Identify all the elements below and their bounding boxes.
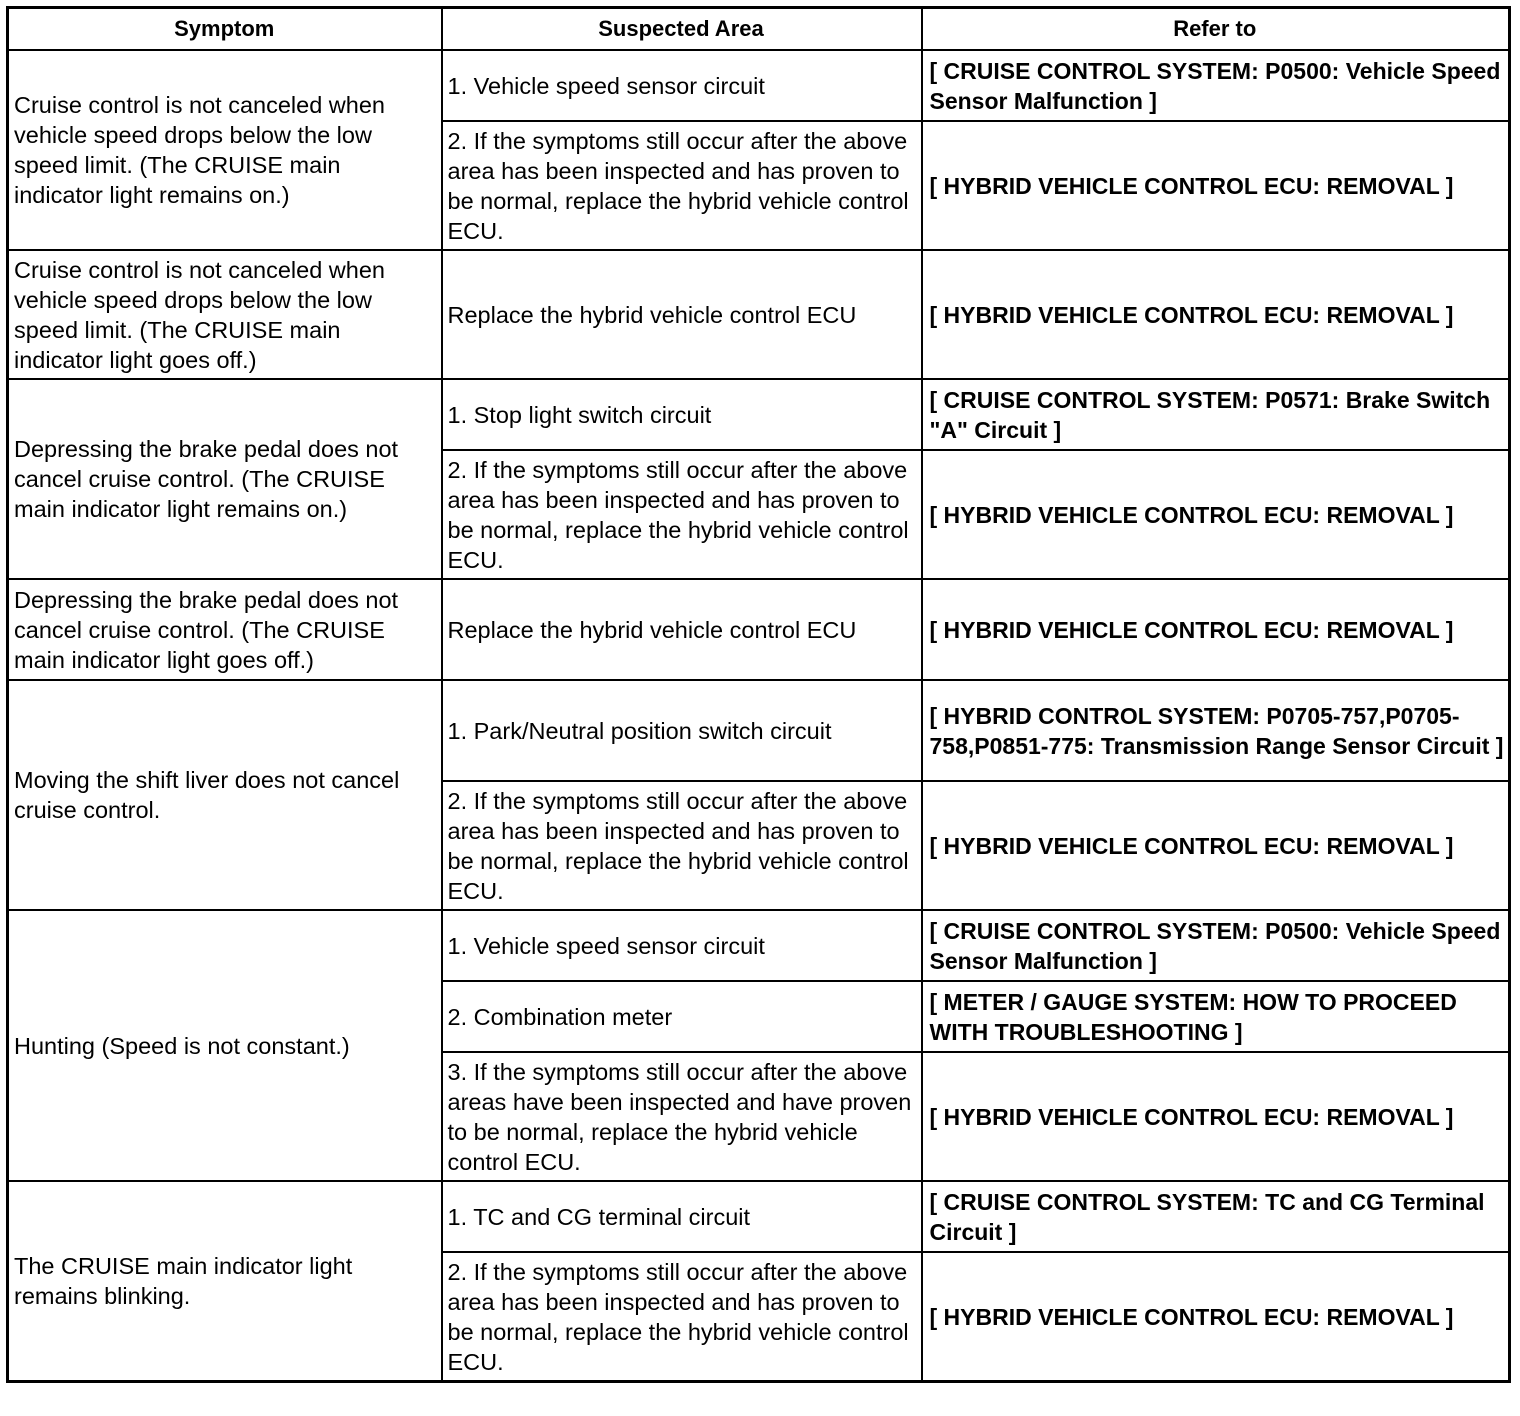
- table-row: [8, 910, 1510, 981]
- reference-link[interactable]: [ HYBRID VEHICLE CONTROL ECU: REMOVAL ]: [922, 121, 1510, 250]
- reference-link[interactable]: [ HYBRID VEHICLE CONTROL ECU: REMOVAL ]: [922, 450, 1510, 579]
- reference-link[interactable]: [ HYBRID VEHICLE CONTROL ECU: REMOVAL ]: [922, 250, 1510, 379]
- symptom-cell: Cruise control is not canceled when vehicle speed drops below the low speed limit. (The CRUISE main indicator light goes off.): [8, 250, 442, 379]
- reference-link[interactable]: [ HYBRID VEHICLE CONTROL ECU: REMOVAL ]: [922, 579, 1510, 680]
- symptom-cell: Cruise control is not canceled when vehicle speed drops below the low speed limit. (The CRUISE main indicator light remains on.): [8, 50, 442, 250]
- table-row: [8, 379, 1510, 450]
- table-row: [8, 579, 1510, 680]
- reference-link[interactable]: [ CRUISE CONTROL SYSTEM: TC and CG Terminal Circuit ]: [922, 1181, 1510, 1252]
- reference-link[interactable]: [ HYBRID CONTROL SYSTEM: P0705-757,P0705-758,P0851-775: Transmission Range Sensor Circuit ]: [922, 680, 1510, 781]
- area-cell: 2. If the symptoms still occur after the above area has been inspected and has proven to be normal, replace the hybrid vehicle control ECU.: [442, 1252, 922, 1382]
- header-row: [8, 8, 1510, 51]
- area-cell: 3. If the symptoms still occur after the above areas have been inspected and have proven to be normal, replace the hybrid vehicle control ECU.: [442, 1052, 922, 1181]
- reference-link[interactable]: [ CRUISE CONTROL SYSTEM: P0500: Vehicle Speed Sensor Malfunction ]: [922, 910, 1510, 981]
- header-symptom: Symptom: [8, 8, 442, 51]
- reference-link[interactable]: [ CRUISE CONTROL SYSTEM: P0571: Brake Switch "A" Circuit ]: [922, 379, 1510, 450]
- table-row: [8, 250, 1510, 379]
- symptom-cell: Hunting (Speed is not constant.): [8, 910, 442, 1181]
- reference-link[interactable]: [ HYBRID VEHICLE CONTROL ECU: REMOVAL ]: [922, 1252, 1510, 1382]
- reference-link[interactable]: [ CRUISE CONTROL SYSTEM: P0500: Vehicle Speed Sensor Malfunction ]: [922, 50, 1510, 121]
- symptom-cell: Depressing the brake pedal does not cancel cruise control. (The CRUISE main indicator light goes off.): [8, 579, 442, 680]
- troubleshooting-table-container: [6, 6, 1511, 1383]
- reference-link[interactable]: [ HYBRID VEHICLE CONTROL ECU: REMOVAL ]: [922, 781, 1510, 910]
- area-cell: 2. If the symptoms still occur after the above area has been inspected and has proven to be normal, replace the hybrid vehicle control ECU.: [442, 781, 922, 910]
- reference-link[interactable]: [ HYBRID VEHICLE CONTROL ECU: REMOVAL ]: [922, 1052, 1510, 1181]
- area-cell: 1. Vehicle speed sensor circuit: [442, 50, 922, 121]
- area-cell: Replace the hybrid vehicle control ECU: [442, 250, 922, 379]
- area-cell: 1. Stop light switch circuit: [442, 379, 922, 450]
- table-row: [8, 1181, 1510, 1252]
- area-cell: 1. TC and CG terminal circuit: [442, 1181, 922, 1252]
- area-cell: Replace the hybrid vehicle control ECU: [442, 579, 922, 680]
- area-cell: 2. If the symptoms still occur after the above area has been inspected and has proven to be normal, replace the hybrid vehicle control ECU.: [442, 121, 922, 250]
- area-cell: 1. Park/Neutral position switch circuit: [442, 680, 922, 781]
- symptom-cell: Depressing the brake pedal does not cancel cruise control. (The CRUISE main indicator light remains on.): [8, 379, 442, 579]
- area-cell: 2. If the symptoms still occur after the above area has been inspected and has proven to be normal, replace the hybrid vehicle control ECU.: [442, 450, 922, 579]
- area-cell: 2. Combination meter: [442, 981, 922, 1052]
- symptom-cell: The CRUISE main indicator light remains blinking.: [8, 1181, 442, 1382]
- table-row: [8, 50, 1510, 121]
- header-suspected-area: Suspected Area: [442, 8, 922, 51]
- symptom-table: [6, 6, 1511, 1383]
- symptom-cell: Moving the shift liver does not cancel cruise control.: [8, 680, 442, 910]
- table-row: [8, 680, 1510, 781]
- area-cell: 1. Vehicle speed sensor circuit: [442, 910, 922, 981]
- reference-link[interactable]: [ METER / GAUGE SYSTEM: HOW TO PROCEED WITH TROUBLESHOOTING ]: [922, 981, 1510, 1052]
- header-refer-to: Refer to: [922, 8, 1510, 51]
